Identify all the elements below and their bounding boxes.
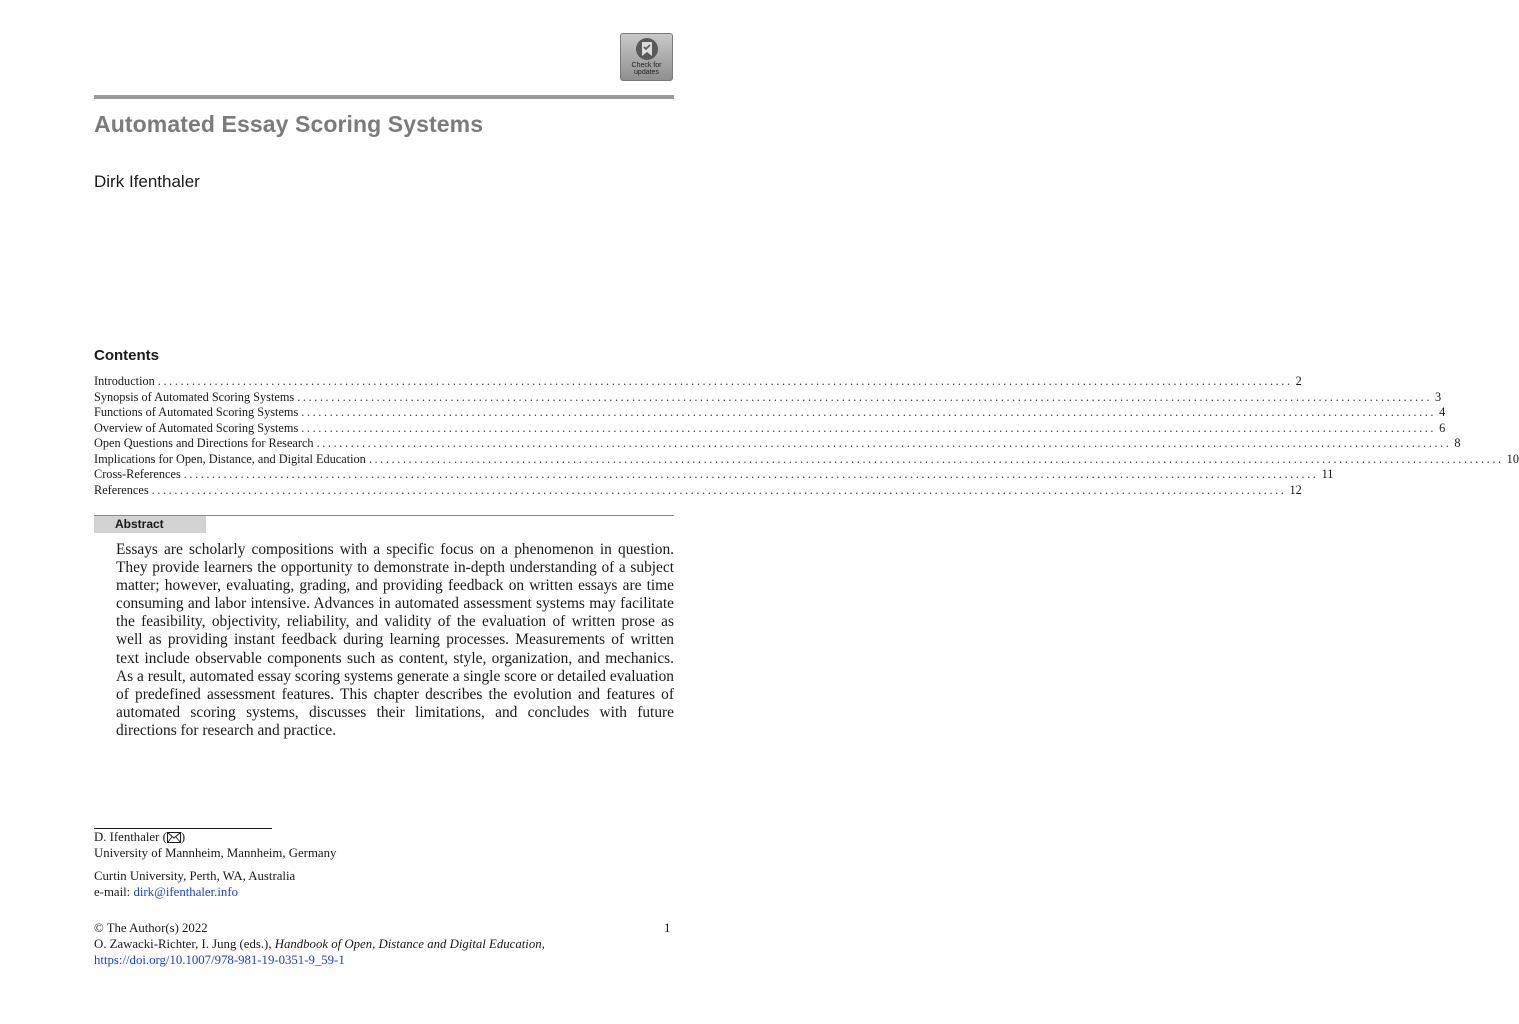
author-affiliation [94, 829, 336, 861]
envelope-icon[interactable] [167, 832, 181, 843]
copyright-notice: © The Author(s) 2022 [94, 921, 208, 935]
affiliation-name-close: ) [180, 830, 186, 844]
abstract-heading: Abstract [94, 516, 206, 533]
toc-leader-dots: ........................................................................................................................................................................................................ [183, 467, 1319, 481]
toc-leader-dots: ........................................................................................................................................................................................................ [368, 451, 1504, 466]
toc-item[interactable] [94, 467, 1334, 483]
toc-leader-dots: ........................................................................................................................................................................................................ [297, 389, 1433, 404]
toc-item[interactable] [94, 374, 1302, 390]
toc-item-label: Cross-References [94, 467, 181, 481]
doi-link[interactable]: https://doi.org/10.1007/978-981-19-0351-9_59-1 [94, 953, 345, 967]
toc-item-label: Implications for Open, Distance, and Digital Education [94, 451, 366, 466]
toc-leader-dots: ........................................................................................................................................................................................................ [316, 436, 1452, 450]
top-divider [94, 95, 674, 99]
affiliation-institution-1: University of Mannheim, Mannheim, Germany [94, 846, 337, 860]
toc-item-page: 2 [1295, 374, 1302, 388]
author-email-link[interactable]: dirk@ifenthaler.info [133, 885, 238, 899]
affiliation-institution-2: Curtin University, Perth, WA, Australia [94, 869, 296, 883]
page-number: 1 [664, 920, 671, 935]
affiliation-name: D. Ifenthaler ( [94, 830, 167, 844]
toc-item-label: Open Questions and Directions for Research [94, 436, 314, 450]
toc-item-label: Introduction [94, 374, 155, 388]
toc-item-label: Functions of Automated Scoring Systems [94, 405, 299, 419]
toc-item[interactable] [94, 436, 1461, 452]
check-for-updates-badge[interactable] [620, 33, 673, 81]
toc-item-label: References [94, 482, 149, 497]
author-name: Dirk Ifenthaler [94, 172, 200, 191]
contents-heading: Contents [94, 347, 159, 364]
chapter-title: Automated Essay Scoring Systems [94, 111, 484, 137]
citation-suffix: , [541, 937, 545, 951]
toc-item[interactable] [94, 405, 1446, 421]
toc-item[interactable] [94, 389, 1442, 406]
toc-leader-dots: ........................................................................................................................................................................................................ [301, 405, 1437, 419]
email-label: e-mail: [94, 885, 134, 899]
book-title: Handbook of Open, Distance and Digital Education [274, 937, 542, 951]
badge-label [632, 62, 662, 76]
author-affiliation-secondary [94, 868, 295, 900]
citation-editors: O. Zawacki-Richter, I. Jung (eds.), [94, 937, 275, 951]
badge-line-1: Check for [631, 62, 662, 69]
toc-item-page: 3 [1435, 389, 1442, 404]
toc-item-page: 10 [1506, 451, 1519, 466]
toc-item[interactable] [94, 420, 1446, 437]
toc-item-page: 4 [1439, 405, 1446, 419]
toc-item-label: Synopsis of Automated Scoring Systems [94, 389, 295, 404]
bookmark-check-icon [635, 37, 659, 61]
toc-item-label: Overview of Automated Scoring Systems [94, 420, 299, 435]
toc-item[interactable] [94, 451, 1519, 468]
table-of-contents [94, 374, 1519, 498]
toc-item[interactable] [94, 482, 1302, 499]
publication-footer [94, 920, 545, 968]
toc-leader-dots: ........................................................................................................................................................................................................ [157, 374, 1293, 388]
toc-leader-dots: ........................................................................................................................................................................................................ [301, 420, 1437, 435]
toc-item-page: 8 [1454, 436, 1461, 450]
toc-item-page: 12 [1289, 482, 1302, 497]
abstract-text: Essays are scholarly compositions with a specific focus on a phenomenon in question. They provide learners the opportunity to demonstrate in-depth understanding of a subject matter; however, evaluating, grading, and providing feedback on written essays are time consuming and labor intensive. Advances in automated assessment systems may facilitate the feasibility, objectivity, reliability, and validity of the evaluation of written prose as well as providing instant feedback during learning processes. Measurements of written text include observable components such as content, style, organization, and mechanics. As a result, automated essay scoring systems generate a single score or detailed evaluation of predefined assessment features. This chapter describes the evolution and features of automated scoring systems, discusses their limitations, and concludes with future directions for research and practice. [116, 541, 674, 739]
toc-leader-dots: ........................................................................................................................................................................................................ [151, 482, 1287, 497]
toc-item-page: 6 [1439, 420, 1446, 435]
badge-line-2: updates [634, 69, 659, 76]
toc-item-page: 11 [1321, 467, 1334, 481]
